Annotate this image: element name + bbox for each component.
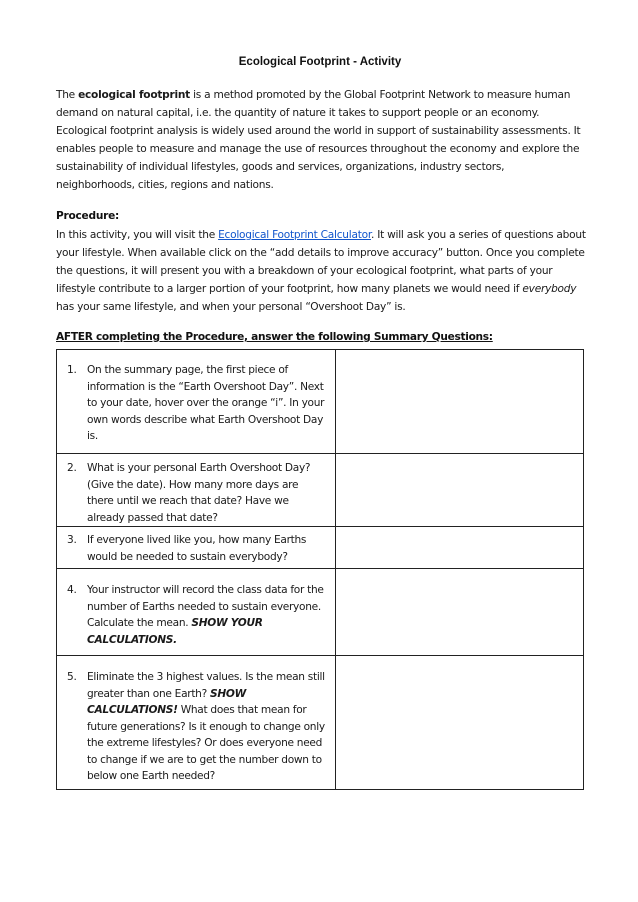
intro-bold-term: ecological footprint bbox=[78, 89, 190, 101]
question-body: Eliminate the 3 highest values. Is the mean still greater than one Earth? bbox=[87, 671, 325, 700]
intro-prefix: The bbox=[56, 89, 79, 101]
question-cell bbox=[57, 454, 336, 527]
question-cell bbox=[57, 656, 336, 790]
question-cell bbox=[57, 350, 336, 454]
question-text: If everyone lived like you, how many Earths would be needed to sustain everybody? bbox=[87, 534, 307, 563]
question-number: 1. bbox=[67, 364, 77, 376]
procedure-heading: Procedure: bbox=[56, 210, 120, 222]
question-cell bbox=[57, 527, 336, 569]
question-text: On the summary page, the first piece of information is the “Earth Overshoot Day”. Next to your date, hover over the orange “i”. In your own words describe what Earth Overshoot Day is. bbox=[87, 364, 325, 442]
question-emphasis: SHOW CALCULATIONS! bbox=[87, 687, 246, 716]
table-row bbox=[57, 569, 584, 656]
procedure-after-link: . It will ask you a series of questions about your lifestyle. When available click on the “add details to improve accuracy” button. Once you complete the questions, it will present you with a breakdown of your ecological footprint, what parts of your lifestyle contribute to a larger portion of your footprint, how many planets we would need if bbox=[56, 229, 586, 295]
procedure-before-link: In this activity, you will visit the bbox=[56, 229, 219, 241]
summary-heading: AFTER completing the Procedure, answer the following Summary Questions: bbox=[56, 331, 493, 343]
answer-cell[interactable] bbox=[335, 569, 583, 656]
answer-cell[interactable] bbox=[335, 527, 583, 569]
question-number: 3. bbox=[67, 534, 77, 546]
question-number: 4. bbox=[67, 584, 77, 596]
answer-cell[interactable] bbox=[335, 454, 583, 527]
question-text: What is your personal Earth Overshoot Day? (Give the date). How many more days are there until we reach that date? Have we already passed that date? bbox=[87, 462, 311, 524]
question-number: 5. bbox=[67, 671, 77, 683]
table-row bbox=[57, 454, 584, 527]
table-row bbox=[57, 527, 584, 569]
procedure-end: has your same lifestyle, and when your personal “Overshoot Day” is. bbox=[56, 301, 406, 313]
question-text bbox=[87, 582, 327, 648]
question-tail: What does that mean for future generations? Is it enough to change only the extreme lifestyles? Or does everyone need to change if we are to get the number down to below one Earth needed? bbox=[87, 704, 325, 782]
calculator-link[interactable]: Ecological Footprint Calculator bbox=[218, 229, 371, 241]
page-title: Ecological Footprint - Activity bbox=[238, 56, 402, 68]
question-text bbox=[87, 669, 327, 785]
table-row bbox=[57, 350, 584, 454]
intro-paragraph bbox=[56, 86, 586, 194]
questions-table bbox=[56, 349, 584, 790]
answer-cell[interactable] bbox=[335, 656, 583, 790]
question-number: 2. bbox=[67, 462, 77, 474]
table-row bbox=[57, 656, 584, 790]
question-emphasis: SHOW YOUR CALCULATIONS. bbox=[87, 617, 263, 646]
procedure-paragraph bbox=[56, 226, 586, 316]
answer-cell[interactable] bbox=[335, 350, 583, 454]
question-cell bbox=[57, 569, 336, 656]
intro-rest: is a method promoted by the Global Footprint Network to measure human demand on natural capital, i.e. the quantity of nature it takes to support people or an economy. Ecological footprint analysis is widely used around the world in support of sustainability assessments. It enables people to measure and manage the use of resources throughout the economy and explore the sustainability of individual lifestyles, goods and services, organizations, industry sectors, neighborhoods, cities, regions and nations. bbox=[56, 89, 581, 191]
procedure-italic: everybody bbox=[522, 283, 577, 295]
question-body: Your instructor will record the class data for the number of Earths needed to sustain everyone. Calculate the mean. bbox=[87, 584, 324, 629]
